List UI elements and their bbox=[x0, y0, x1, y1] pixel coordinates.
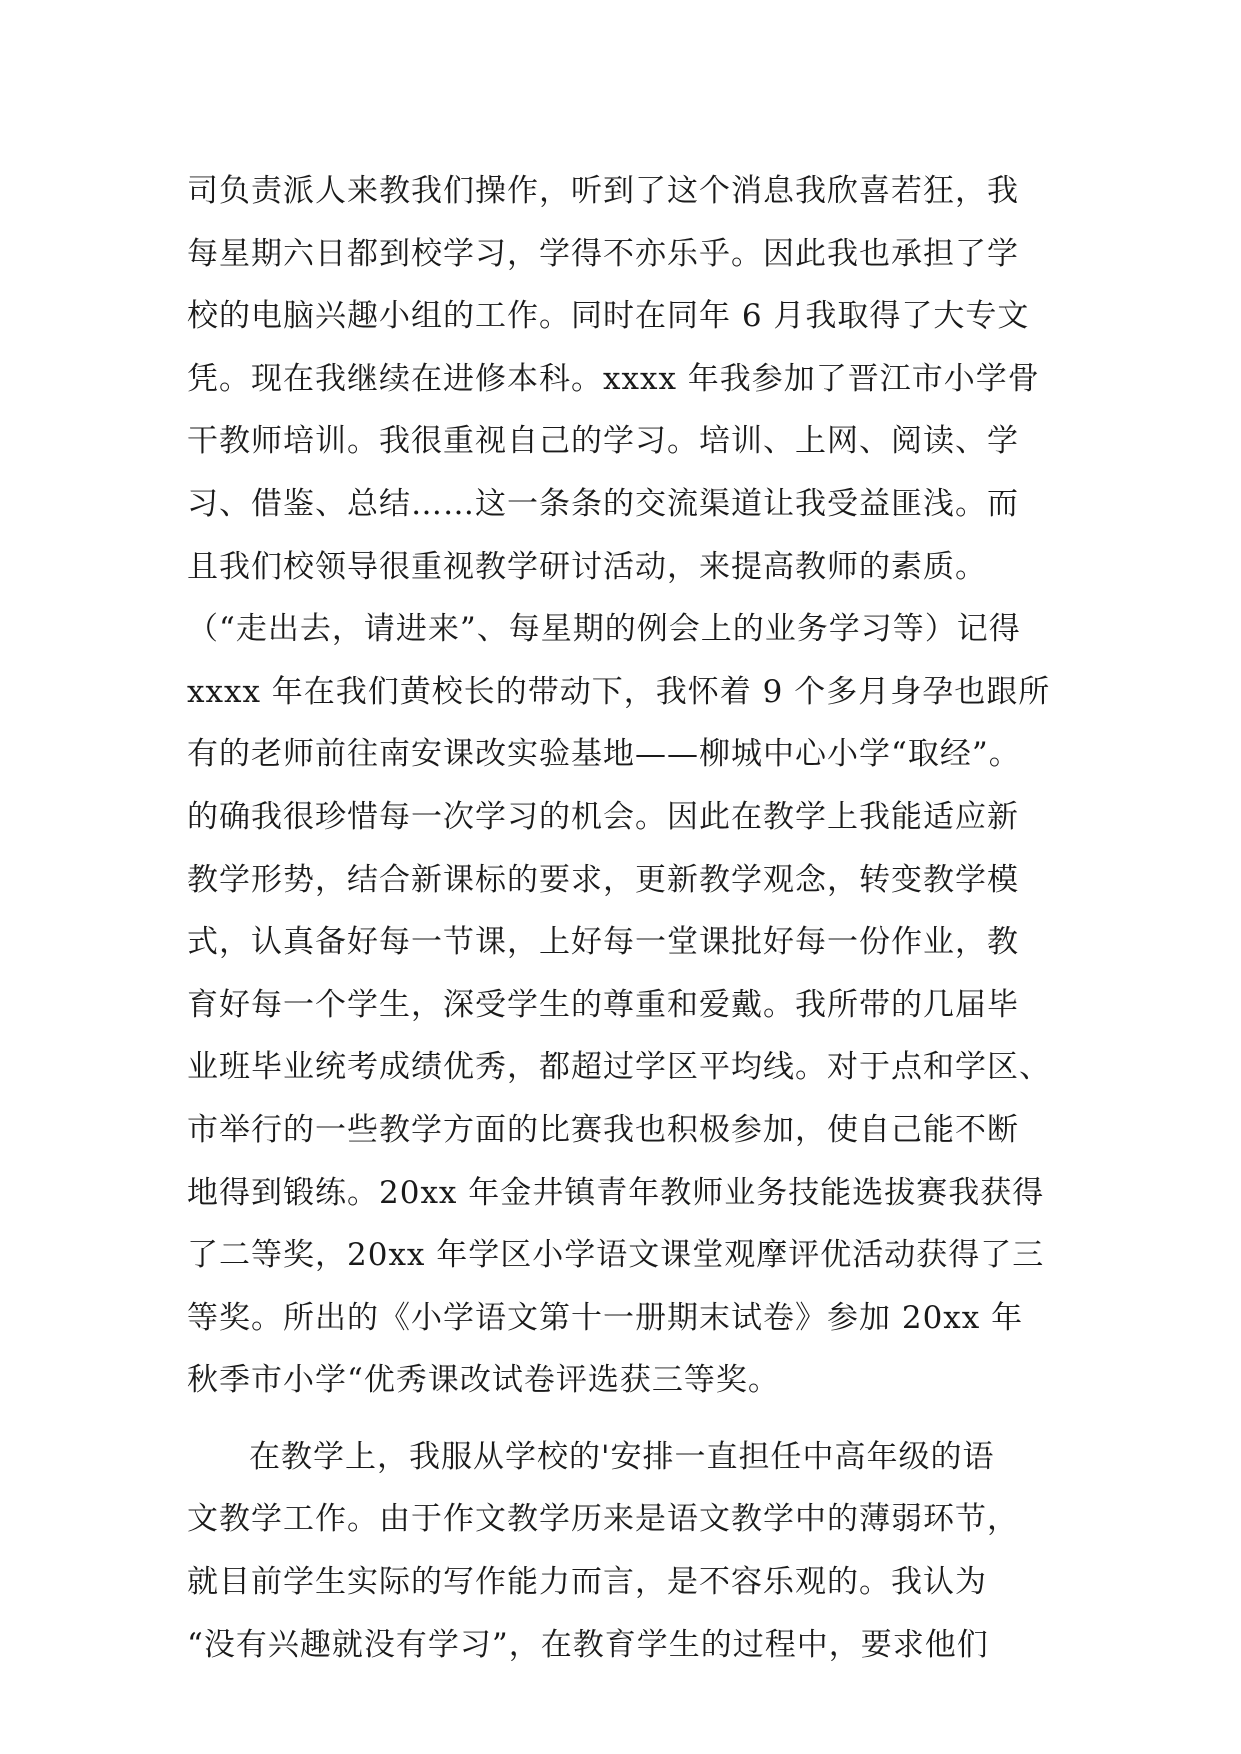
text-line: 式，认真备好每一节课，上好每一堂课批好每一份作业，教 bbox=[187, 924, 1019, 961]
text-line: 干教师培训。我很重视自己的学习。培训、上网、阅读、学 bbox=[187, 423, 1019, 460]
text-line: 业班毕业统考成绩优秀，都超过学区平均线。对于点和学区、 bbox=[187, 1049, 1051, 1086]
paragraph-1 bbox=[187, 160, 1067, 1412]
text-line: 地得到锻练。20xx 年金井镇青年教师业务技能选拔赛我获得 bbox=[187, 1174, 1045, 1211]
text-line: 等奖。所出的《小学语文第十一册期末试卷》参加 20xx 年 bbox=[187, 1299, 1024, 1336]
text-line: 文教学工作。由于作文教学历来是语文教学中的薄弱环节， bbox=[187, 1501, 1019, 1538]
text-line: 教学形势，结合新课标的要求，更新教学观念，转变教学模 bbox=[187, 861, 1019, 898]
text-line: 凭。现在我继续在进修本科。xxxx 年我参加了晋江市小学骨 bbox=[187, 360, 1040, 397]
text-line: 校的电脑兴趣小组的工作。同时在同年 6 月我取得了大专文 bbox=[187, 298, 1030, 335]
paragraph-2 bbox=[187, 1426, 1067, 1676]
text-line: 秋季市小学“优秀课改试卷评选获三等奖。 bbox=[187, 1362, 780, 1399]
text-line: （“走出去，请进来”、每星期的例会上的业务学习等）记得 bbox=[187, 611, 1021, 648]
text-line: 在教学上，我服从学校的'安排一直担任中高年级的语 bbox=[249, 1438, 995, 1475]
document-body bbox=[187, 160, 1067, 1676]
text-line: 就目前学生实际的写作能力而言，是不容乐观的。我认为 bbox=[187, 1564, 987, 1601]
text-line: 市举行的一些教学方面的比赛我也积极参加，使自己能不断 bbox=[187, 1111, 1019, 1148]
text-line: 习、借鉴、总结……这一条条的交流渠道让我受益匪浅。而 bbox=[187, 485, 1019, 522]
text-line: “没有兴趣就没有学习”，在教育学生的过程中，要求他们 bbox=[187, 1626, 989, 1663]
text-line: 育好每一个学生，深受学生的尊重和爱戴。我所带的几届毕 bbox=[187, 986, 1019, 1023]
text-line: 司负责派人来教我们操作，听到了这个消息我欣喜若狂，我 bbox=[187, 173, 1019, 209]
text-line: xxxx 年在我们黄校长的带动下，我怀着 9 个多月身孕也跟所 bbox=[187, 673, 1051, 710]
paragraph-spacing bbox=[187, 1412, 1067, 1426]
text-line: 且我们校领导很重视教学研讨活动，来提高教师的素质。 bbox=[187, 548, 987, 585]
text-line: 有的老师前往南安课改实验基地——柳城中心小学“取经”。 bbox=[187, 736, 1021, 773]
text-line: 的确我很珍惜每一次学习的机会。因此在教学上我能适应新 bbox=[187, 798, 1019, 835]
text-line: 每星期六日都到校学习，学得不亦乐乎。因此我也承担了学 bbox=[187, 235, 1019, 272]
text-line: 了二等奖，20xx 年学区小学语文课堂观摩评优活动获得了三 bbox=[187, 1237, 1045, 1274]
